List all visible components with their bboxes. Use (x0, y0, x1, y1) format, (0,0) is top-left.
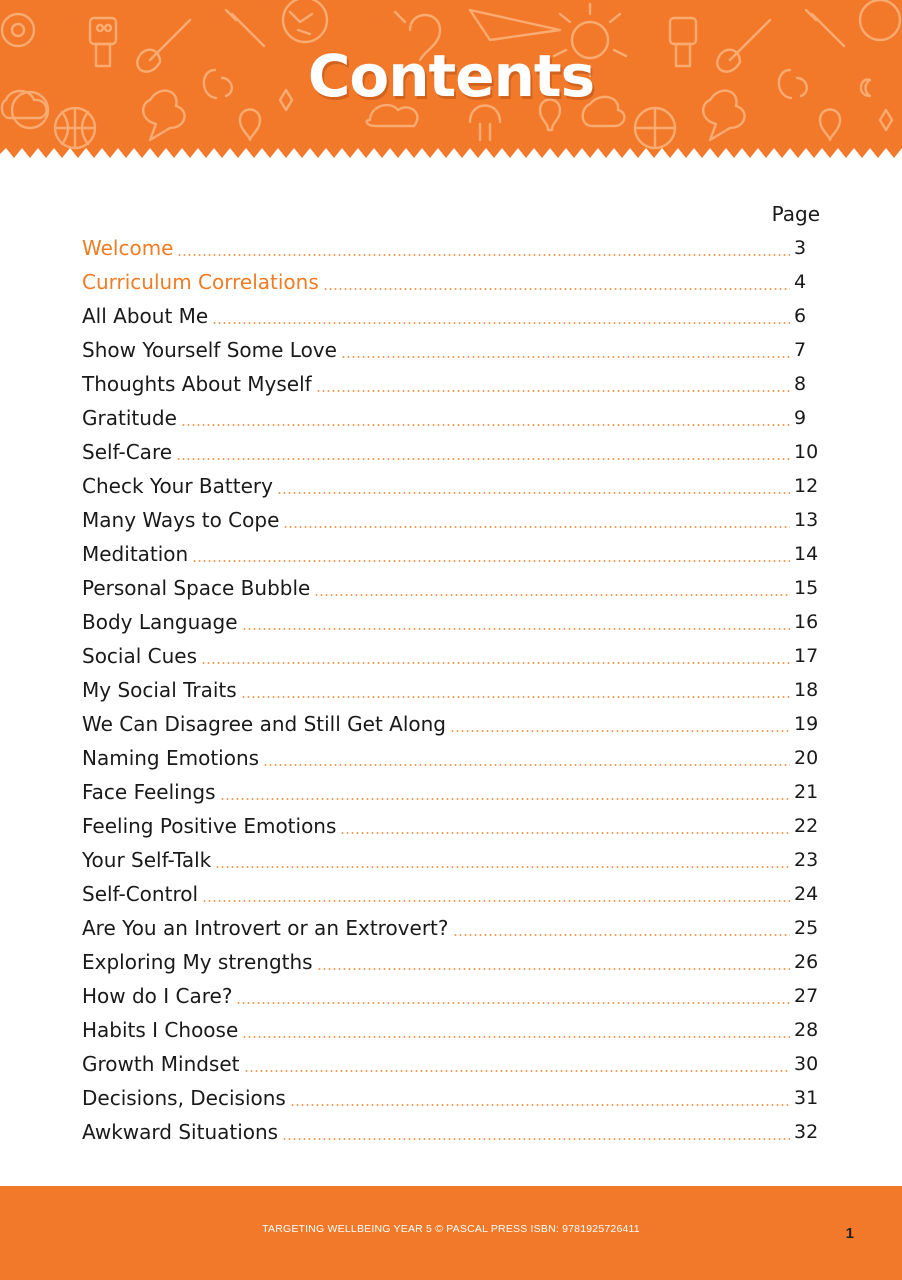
toc-entry-title: How do I Care? (82, 984, 233, 1008)
toc-entry-page: 21 (794, 781, 819, 803)
toc-dot-leader (340, 832, 790, 834)
toc-entry-title: Personal Space Bubble (82, 576, 311, 600)
toc-entry-page: 9 (794, 407, 807, 429)
toc-entry-title: Exploring My strengths (82, 950, 313, 974)
toc-entry-page: 28 (794, 1019, 819, 1041)
toc-entry-page: 3 (794, 237, 807, 259)
toc-entry[interactable] (82, 775, 820, 809)
toc-dot-leader (244, 1070, 791, 1072)
toc-entry[interactable] (82, 537, 820, 571)
toc-dot-leader (220, 798, 790, 800)
toc-entry-page: 15 (794, 577, 819, 599)
toc-entry[interactable] (82, 231, 820, 265)
toc-entry-title: All About Me (82, 304, 209, 328)
toc-entry-page: 18 (794, 679, 819, 701)
toc-dot-leader (242, 628, 790, 630)
toc-entry[interactable] (82, 877, 820, 911)
toc-entry-page: 16 (794, 611, 819, 633)
toc-entry-page: 14 (794, 543, 819, 565)
toc-entry-title: Decisions, Decisions (82, 1086, 286, 1110)
toc-entry-title: Self-Control (82, 882, 199, 906)
toc-dot-leader (277, 492, 790, 494)
toc-entry-page: 17 (794, 645, 819, 667)
toc-entry-title: Check Your Battery (82, 474, 273, 498)
toc-dot-leader (201, 662, 790, 664)
toc-entry-page: 6 (794, 305, 807, 327)
page-number: 1 (845, 1225, 854, 1242)
toc-entry[interactable] (82, 979, 820, 1013)
toc-entry-page: 8 (794, 373, 807, 395)
toc-dot-leader (316, 390, 790, 392)
toc-dot-leader (453, 934, 790, 936)
toc-entry-page: 32 (794, 1121, 819, 1143)
toc-entry[interactable] (82, 911, 820, 945)
toc-dot-leader (263, 764, 790, 766)
toc-entry-title: Habits I Choose (82, 1018, 239, 1042)
toc-entry-title: Awkward Situations (82, 1120, 279, 1144)
toc-entry-title: Are You an Introvert or an Extrovert? (82, 916, 449, 940)
toc-entry-title: Your Self-Talk (82, 848, 212, 872)
toc-entry-page: 26 (794, 951, 819, 973)
toc-entry-title: Show Yourself Some Love (82, 338, 337, 362)
toc-entry[interactable] (82, 469, 820, 503)
toc-entry-page: 23 (794, 849, 819, 871)
toc-entry[interactable] (82, 741, 820, 775)
toc-entry[interactable] (82, 945, 820, 979)
toc-entry[interactable] (82, 809, 820, 843)
toc-entry[interactable] (82, 333, 820, 367)
toc-entry-page: 31 (794, 1087, 819, 1109)
toc-dot-leader (192, 560, 790, 562)
toc-entry-page: 25 (794, 917, 819, 939)
toc-entry[interactable] (82, 401, 820, 435)
toc-dot-leader (242, 1036, 790, 1038)
footer-copyright: TARGETING WELLBEING YEAR 5 © PASCAL PRESS ISBN: 9781925726411 (262, 1223, 640, 1235)
toc-dot-leader (202, 900, 790, 902)
toc-dot-leader (314, 594, 790, 596)
toc-entry-title: Gratitude (82, 406, 177, 430)
toc-dot-leader (176, 458, 790, 460)
toc-entry-title: Self-Care (82, 440, 173, 464)
toc-entry-title: Many Ways to Cope (82, 508, 280, 532)
toc-entry-title: Curriculum Correlations (82, 270, 319, 294)
header-banner (0, 0, 902, 168)
toc-entry[interactable] (82, 605, 820, 639)
toc-entry[interactable] (82, 1013, 820, 1047)
toc-entry-page: 10 (794, 441, 819, 463)
toc-entry-title: We Can Disagree and Still Get Along (82, 712, 446, 736)
toc-entry[interactable] (82, 299, 820, 333)
toc-entry-title: Feeling Positive Emotions (82, 814, 337, 838)
toc-entry-title: Face Feelings (82, 780, 216, 804)
table-of-contents (82, 231, 820, 1149)
toc-dot-leader (290, 1104, 790, 1106)
toc-dot-leader (181, 424, 790, 426)
toc-entry-title: Meditation (82, 542, 189, 566)
toc-entry-page: 13 (794, 509, 819, 531)
toc-dot-leader (212, 322, 790, 324)
toc-entry[interactable] (82, 571, 820, 605)
toc-entry-page: 27 (794, 985, 819, 1007)
toc-entry-title: My Social Traits (82, 678, 237, 702)
toc-entry[interactable] (82, 1115, 820, 1149)
toc-entry[interactable] (82, 435, 820, 469)
toc-dot-leader (241, 696, 790, 698)
toc-dot-leader (282, 1138, 790, 1140)
page-column-label: Page (771, 202, 820, 226)
toc-entry-title: Naming Emotions (82, 746, 260, 770)
toc-entry[interactable] (82, 639, 820, 673)
toc-entry-title: Thoughts About Myself (82, 372, 312, 396)
toc-dot-leader (450, 730, 790, 732)
toc-dot-leader (236, 1002, 790, 1004)
toc-entry-page: 30 (794, 1053, 819, 1075)
toc-entry-page: 7 (794, 339, 807, 361)
toc-entry-title: Social Cues (82, 644, 198, 668)
toc-dot-leader (283, 526, 790, 528)
toc-entry[interactable] (82, 843, 820, 877)
page-title: Contents (307, 42, 595, 110)
toc-entry[interactable] (82, 503, 820, 537)
toc-entry[interactable] (82, 1081, 820, 1115)
toc-entry-page: 24 (794, 883, 819, 905)
toc-entry-title: Welcome (82, 236, 174, 260)
toc-entry[interactable] (82, 707, 820, 741)
toc-dot-leader (317, 968, 790, 970)
toc-entry[interactable] (82, 673, 820, 707)
toc-entry-page: 12 (794, 475, 819, 497)
toc-dot-leader (215, 866, 790, 868)
toc-dot-leader (177, 254, 790, 256)
toc-entry[interactable] (82, 1047, 820, 1081)
toc-entry-title: Body Language (82, 610, 238, 634)
toc-entry[interactable] (82, 367, 820, 401)
toc-dot-leader (341, 356, 790, 358)
toc-entry-page: 4 (794, 271, 807, 293)
toc-entry-title: Growth Mindset (82, 1052, 240, 1076)
toc-entry-page: 19 (794, 713, 819, 735)
toc-entry[interactable] (82, 265, 820, 299)
toc-entry-page: 22 (794, 815, 819, 837)
toc-dot-leader (323, 288, 790, 290)
toc-entry-page: 20 (794, 747, 819, 769)
